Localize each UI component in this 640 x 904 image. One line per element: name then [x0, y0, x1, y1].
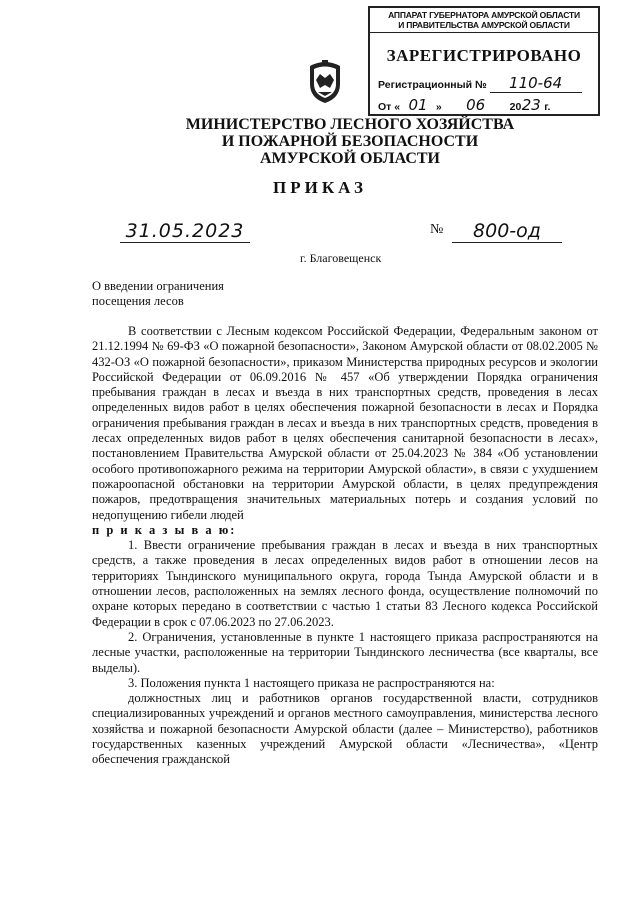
- order-subject: [92, 279, 224, 309]
- order-body: [92, 324, 598, 768]
- ministry-line1: МИНИСТЕРСТВО ЛЕСНОГО ХОЗЯЙСТВА: [185, 116, 515, 133]
- item-2: 2. Ограничения, установленные в пункте 1 настоящего приказа распространяются на лесные участки, расположенные на территории Тындинского лесничества (все кварталы, все выделы).: [92, 629, 598, 675]
- stamp-month: 06: [445, 96, 507, 115]
- stamp-year-suffix: 23: [521, 96, 541, 114]
- ministry-line3: АМУРСКОЙ ОБЛАСТИ: [260, 150, 440, 167]
- stamp-year-end: г.: [544, 101, 551, 113]
- item-1: 1. Ввести ограничение пребывания граждан в лесах и въезда в них транспортных средств, а также проведения в лесах определенных видов работ в отношении лесов на территориях Тындинского муниципального округа, города Тында Амурской области и в отношении лесов, расположенных на землях лесного фонда, осуществление полномочий по охране которых передано в соответствии с частью 1 статьи 83 Лесного кодекса Российской Федерации в срок с 07.06.2023 по 27.06.2023.: [92, 538, 598, 629]
- stamp-quote-close: »: [435, 101, 442, 113]
- order-number: 800-од: [452, 220, 562, 243]
- item-3-text: должностных лиц и работников органов государственной власти, сотрудников специализированных учреждений и органов местного самоуправления, министерства лесного хозяйства и пожарной безопасности Амурской области (далее – Министерство), работников государственных казенных учреждений Амурской области «Лесничества», «Центр обеспечения гражданской: [92, 691, 598, 767]
- item-3: 3. Положения пункта 1 настоящего приказа не распространяются на:: [128, 675, 495, 690]
- registration-stamp: [368, 6, 600, 116]
- subject-line2: посещения лесов: [92, 294, 184, 308]
- order-number-label: №: [430, 222, 444, 237]
- order-word: п р и к а з ы в а ю:: [92, 522, 237, 537]
- ministry-name: [120, 116, 580, 167]
- stamp-reg-label: Регистрационный №: [378, 79, 487, 91]
- order-date: 31.05.2023: [120, 220, 250, 243]
- document-type: ПРИКАЗ: [273, 178, 367, 197]
- ministry-line2: И ПОЖАРНОЙ БЕЗОПАСНОСТИ: [221, 133, 479, 150]
- coat-of-arms-emblem: [306, 58, 344, 104]
- stamp-reg-row: [378, 74, 582, 93]
- stamp-date-row: [378, 96, 550, 115]
- stamp-header: [370, 10, 598, 33]
- city: г. Благовещенск: [300, 251, 382, 265]
- preamble-paragraph: В соответствии с Лесным кодексом Российской Федерации, Федеральным законом от 21.12.1994 № 69-ФЗ «О пожарной безопасности», Законом Амурской области от 08.02.2005 № 432-ОЗ «О пожарной безопасности», приказом Министерства природных ресурсов и экологии Российской Федерации от 06.09.2016 № 457 «Об утверждении Порядка ограничения пребывания граждан в лесах и въезда в них транспортных средств, проведения в лесах определенных видов работ в целях обеспечения пожарной безопасности в лесах и Порядка ограничения пребывания граждан в лесах и въезда в них транспортных средств, проведения в лесах определенных видов работ в целях обеспечения санитарной безопасности в лесах», постановлением Правительства Амурской области от 25.04.2023 № 384 «Об установлении особого противопожарного режима на территории Амурской области», в связи с ухудшением пожароопасной обстановки на территории Амурской области, в целях предупреждения пожаров, предотвращения значительных материальных потерь и создания условий по недопущению гибели людей: [92, 324, 598, 522]
- stamp-header-line2: И ПРАВИТЕЛЬСТВА АМУРСКОЙ ОБЛАСТИ: [398, 20, 570, 30]
- stamp-header-line1: АППАРАТ ГУБЕРНАТОРА АМУРСКОЙ ОБЛАСТИ: [388, 10, 580, 20]
- stamp-year-prefix: 20: [509, 101, 522, 113]
- stamp-reg-number: 110-64: [490, 74, 582, 93]
- subject-line1: О введении ограничения: [92, 279, 224, 293]
- stamp-from-label: От «: [378, 101, 401, 113]
- stamp-day: 01: [403, 96, 433, 115]
- stamp-title: ЗАРЕГИСТРИРОВАНО: [386, 46, 582, 65]
